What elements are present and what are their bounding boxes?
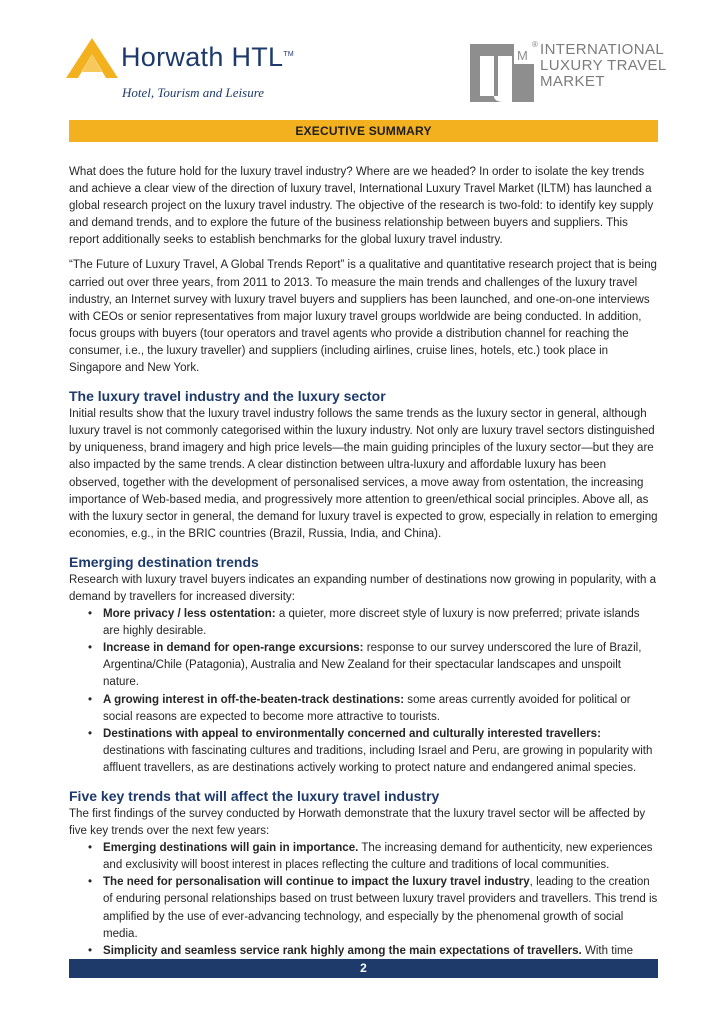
list-item: • Emerging destinations will gain in importance. The increasing demand for authenticity, new experiences and exclusivity will boost interest in places reflecting the culture and traditions of local communities. bbox=[103, 840, 659, 874]
list-item: • More privacy / less ostentation: a quieter, more discreet style of luxury is now preferred; private islands are highly desirable. bbox=[103, 606, 659, 640]
section3-body: The first findings of the survey conducted by Horwath demonstrate that the luxury travel sector will be affected by five key trends over the next few years: bbox=[69, 808, 646, 838]
section2-heading: Emerging destination trends bbox=[69, 553, 259, 570]
list-item: • Simplicity and seamless service rank highly among the main expectations of travellers. With time bbox=[103, 943, 659, 960]
list-item: • Destinations with appeal to environmentally concerned and culturally interested travellers: destinations with fascinating cultures and traditions, including Israel and Peru, are growing in popularity with affluent travellers, as are destinations actively working to protect nature and endangered animal species. bbox=[103, 726, 659, 777]
section2-bullet-list bbox=[69, 606, 659, 777]
brand-left-name: Horwath HTL™ bbox=[121, 42, 295, 72]
section2-body: Research with luxury travel buyers indicates an expanding number of destinations now growing in popularity, with a demand by travellers for increased diversity: bbox=[69, 573, 657, 603]
brand-right-name: INTERNATIONAL LUXURY TRAVEL MARKET bbox=[540, 41, 667, 90]
list-item: • The need for personalisation will continue to impact the luxury travel industry, leading to the creation of enduring personal relationships based on trust between luxury travel providers and travellers. This trend is amplified by the use of ever-advancing technology, and especially by the phenomenal growth of social media. bbox=[103, 874, 659, 942]
brand-left-tagline: Hotel, Tourism and Leisure bbox=[122, 85, 265, 100]
svg-text:M: M bbox=[517, 48, 528, 63]
section3-heading: Five key trends that will affect the luxury travel industry bbox=[69, 788, 440, 804]
iltm-mark-icon bbox=[470, 42, 534, 104]
page-header bbox=[0, 0, 728, 115]
brand-right-reg: ® bbox=[532, 40, 538, 49]
section-title: EXECUTIVE SUMMARY bbox=[295, 124, 432, 138]
horwath-triangle-icon bbox=[66, 38, 118, 82]
section-title-bar bbox=[69, 120, 658, 142]
footer-bar bbox=[69, 959, 658, 978]
iltm-logo bbox=[470, 42, 670, 112]
section1-heading: The luxury travel industry and the luxury sector bbox=[69, 388, 386, 405]
section3-bullet-list bbox=[69, 840, 659, 960]
document-body bbox=[69, 164, 659, 960]
page-number: 2 bbox=[360, 961, 367, 975]
list-item: • Increase in demand for open-range excursions: response to our survey underscored the lure of Brazil, Argentina/Chile (Patagonia), Australia and New Zealand for their spectacular landscapes and unspoilt nature. bbox=[103, 640, 659, 691]
intro-paragraph-2: “The Future of Luxury Travel, A Global Trends Report” is a qualitative and quantitative research project that is being carried out over three years, from 2011 to 2013. To measure the main trends and challenges of the luxury travel industry, an Internet survey with luxury travel buyers and suppliers has been launched, and one-on-one interviews with CEOs or senior representatives from major luxury travel groups worldwide are being conducted. In addition, focus groups with buyers (tour operators and travel agents who provide a distribution channel for reaching the consumer, i.e., the luxury traveller) and suppliers (including airlines, cruise lines, hotels, etc.) took place in Singapore and New York. bbox=[69, 259, 657, 375]
horwath-logo bbox=[66, 38, 295, 108]
list-item: • A growing interest in off-the-beaten-track destinations: some areas currently avoided for political or social reasons are expected to become more attractive to tourists. bbox=[103, 692, 659, 726]
section1-body: Initial results show that the luxury travel industry follows the same trends as the luxury sector in general, although luxury travel is not commonly categorised within the luxury industry. Not only are luxury travel sectors distinguished by uniqueness, brand imagery and high price levels—the main guiding principles of the luxury sector—but they are also impacted by the same trends. A clear distinction between ultra-luxury and affordable luxury has been observed, together with the development of personalised services, a move away from ostentation, the increasing importance of Web-based media, and progressively more attention to green/ethical social principles. Above all, as with the luxury sector in general, the demand for luxury travel is expected to grow, especially in relation to emerging economies, e.g., in the BRIC countries (Brazil, Russia, India, and China). bbox=[69, 408, 658, 540]
intro-paragraph-1: What does the future hold for the luxury travel industry? Where are we headed? In order to isolate the key trends and achieve a clear view of the direction of luxury travel, International Luxury Travel Market (ILTM) has launched a global research project on the luxury travel industry. The objective of the research is two-fold: to identify key supply and demand trends, and to explore the future of the business relationship between buyers and suppliers. This report additionally seeks to establish benchmarks for the global luxury travel industry. bbox=[69, 166, 654, 247]
